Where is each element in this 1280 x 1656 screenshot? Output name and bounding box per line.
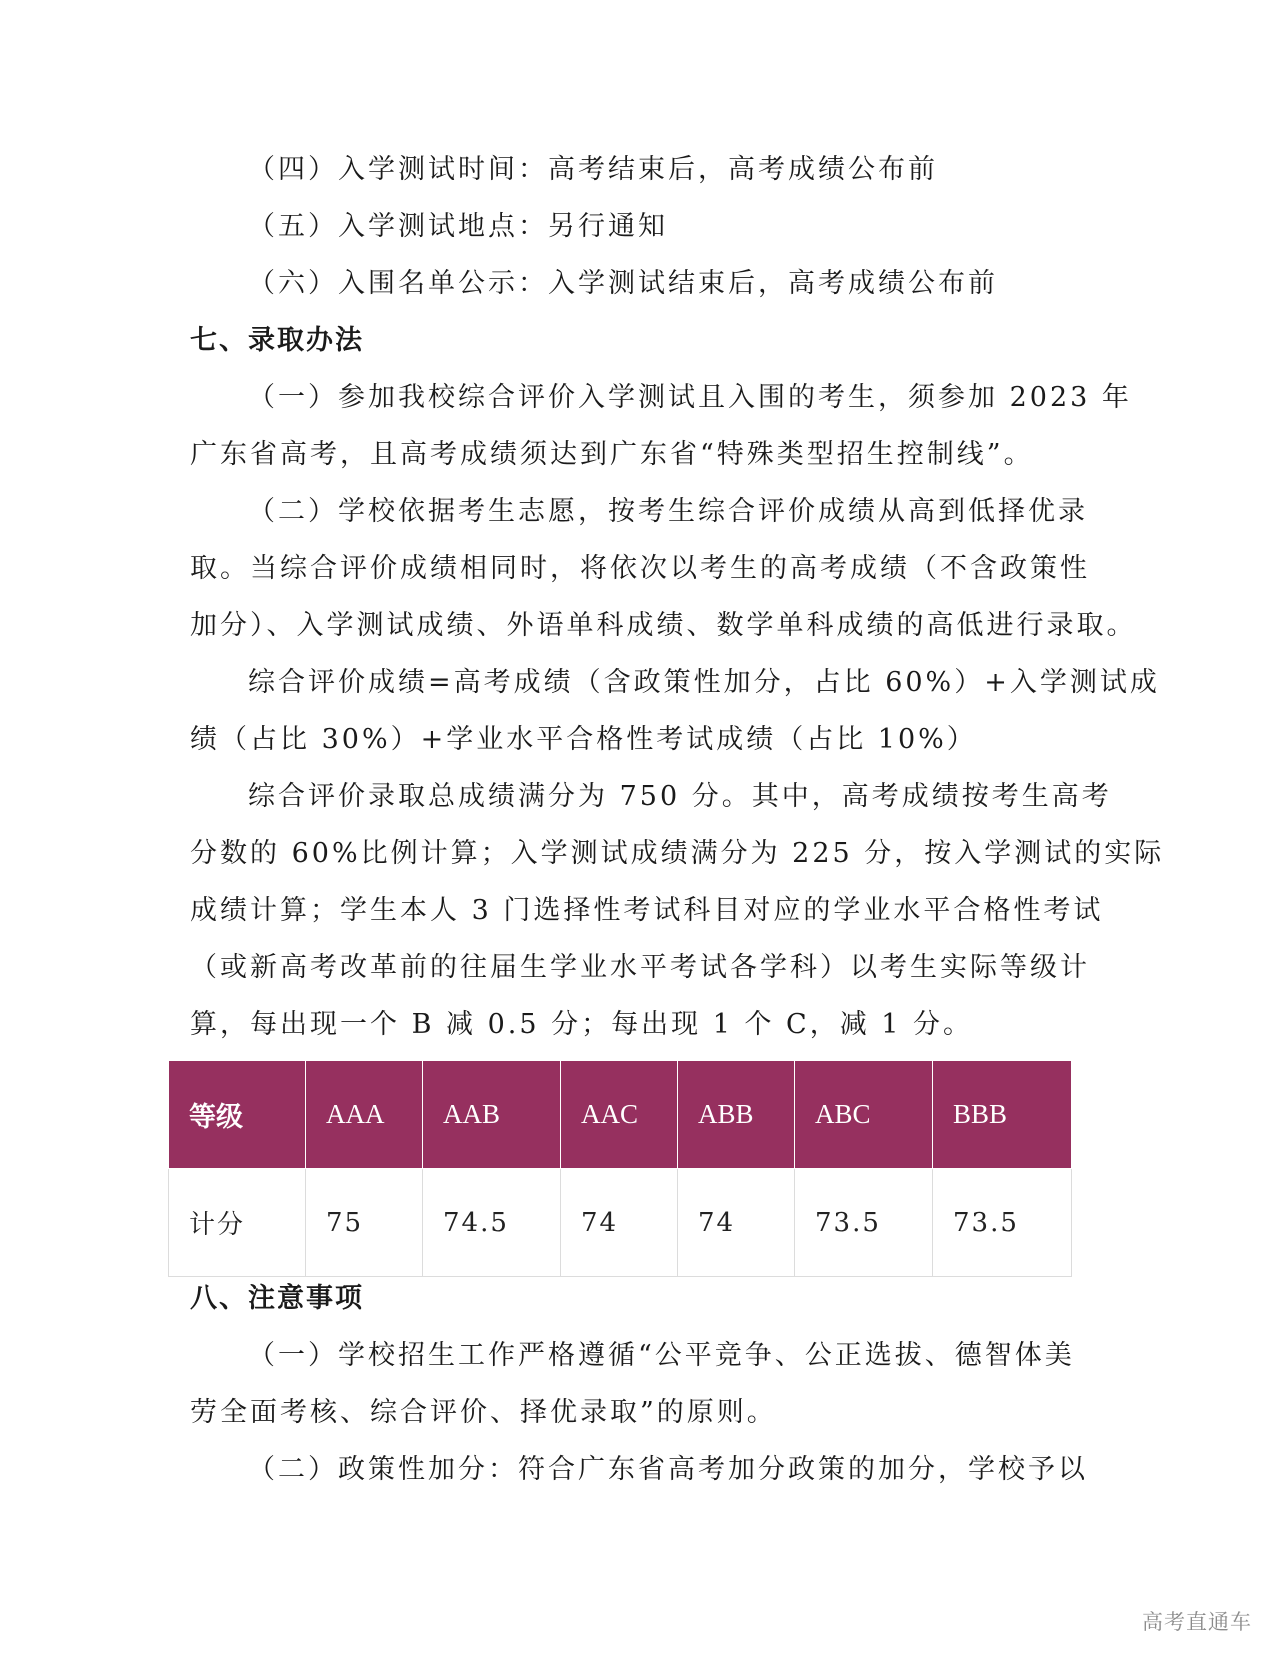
table-cell: 75 bbox=[306, 1169, 423, 1277]
watermark-text: 高考直通车 bbox=[1142, 1610, 1252, 1634]
table-header-cell: 等级 bbox=[169, 1061, 306, 1169]
section-7-paragraph-line: （一）参加我校综合评价入学测试且入围的考生，须参加 2023 年 bbox=[248, 382, 1132, 413]
section-7-heading: 七、录取办法 bbox=[190, 325, 364, 356]
table-header-row bbox=[169, 1061, 1072, 1169]
table-header-cell: ABB bbox=[678, 1061, 795, 1169]
section-7-formula-line: 绩（占比 30%）+学业水平合格性考试成绩（占比 10%） bbox=[190, 724, 977, 755]
section-8-paragraph-line: （二）政策性加分：符合广东省高考加分政策的加分，学校予以 bbox=[248, 1454, 1088, 1485]
section-7-paragraph-line: 分数的 60%比例计算；入学测试成绩满分为 225 分，按入学测试的实际 bbox=[190, 838, 1165, 869]
section-7-paragraph-line: 综合评价录取总成绩满分为 750 分。其中，高考成绩按考生高考 bbox=[248, 781, 1112, 812]
table-cell: 74.5 bbox=[423, 1169, 561, 1277]
shortlist-line: （六）入围名单公示：入学测试结束后，高考成绩公布前 bbox=[248, 268, 998, 299]
table-cell: 74 bbox=[678, 1169, 795, 1277]
table-header-cell: AAA bbox=[306, 1061, 423, 1169]
section-8-paragraph-line: （一）学校招生工作严格遵循“公平竞争、公正选拔、德智体美 bbox=[248, 1340, 1075, 1371]
table-cell: 73.5 bbox=[933, 1169, 1072, 1277]
section-8-heading: 八、注意事项 bbox=[190, 1283, 364, 1314]
exam-location-line: （五）入学测试地点：另行通知 bbox=[248, 211, 668, 242]
section-7-paragraph-line: 加分）、入学测试成绩、外语单科成绩、数学单科成绩的高低进行录取。 bbox=[190, 610, 1137, 641]
section-7-paragraph-line: 成绩计算；学生本人 3 门选择性考试科目对应的学业水平合格性考试 bbox=[190, 895, 1104, 926]
section-7-paragraph-line: 广东省高考，且高考成绩须达到广东省“特殊类型招生控制线”。 bbox=[190, 439, 1034, 470]
table-cell: 计分 bbox=[169, 1169, 306, 1277]
exam-time-line: （四）入学测试时间：高考结束后，高考成绩公布前 bbox=[248, 154, 938, 185]
table-row bbox=[169, 1169, 1072, 1277]
section-7-paragraph-line: （二）学校依据考生志愿，按考生综合评价成绩从高到低择优录 bbox=[248, 496, 1088, 527]
section-7-formula-line: 综合评价成绩=高考成绩（含政策性加分，占比 60%）+入学测试成 bbox=[248, 667, 1160, 698]
table-cell: 73.5 bbox=[795, 1169, 933, 1277]
table-header-cell: BBB bbox=[933, 1061, 1072, 1169]
section-7-paragraph-line: 取。当综合评价成绩相同时，将依次以考生的高考成绩（不含政策性 bbox=[190, 553, 1090, 584]
table-header-cell: ABC bbox=[795, 1061, 933, 1169]
table-cell: 74 bbox=[561, 1169, 678, 1277]
table-header-cell: AAB bbox=[423, 1061, 561, 1169]
grade-score-table bbox=[168, 1060, 1072, 1277]
table-header-cell: AAC bbox=[561, 1061, 678, 1169]
section-7-paragraph-line: （或新高考改革前的往届生学业水平考试各学科）以考生实际等级计 bbox=[190, 952, 1090, 983]
section-7-paragraph-line: 算，每出现一个 B 减 0.5 分；每出现 1 个 C，减 1 分。 bbox=[190, 1009, 974, 1040]
section-8-paragraph-line: 劳全面考核、综合评价、择优录取”的原则。 bbox=[190, 1397, 777, 1428]
